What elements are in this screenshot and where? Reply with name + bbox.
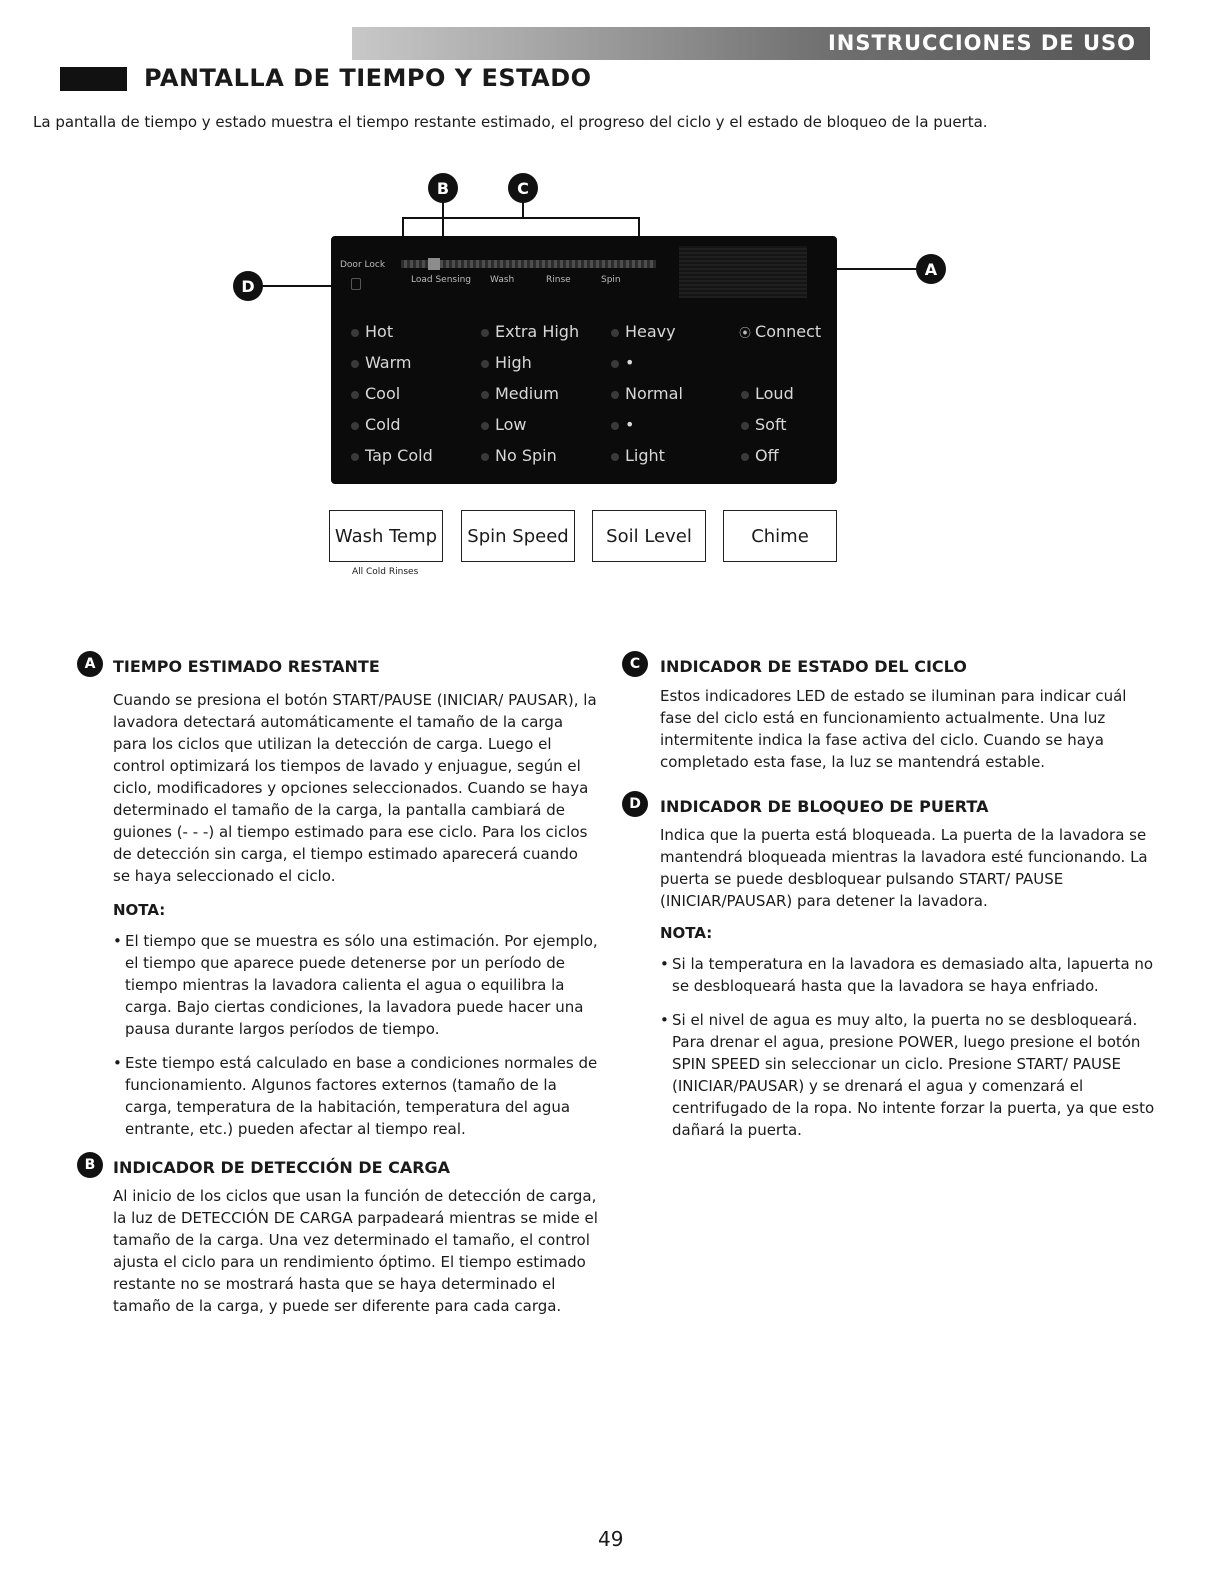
led-icon <box>481 360 489 368</box>
bracket-c-right <box>638 217 640 237</box>
led-icon <box>611 391 619 399</box>
section-d-note-label: NOTA: <box>660 924 713 942</box>
leader-c <box>522 202 524 218</box>
callout-b: B <box>428 173 458 203</box>
option-no-spin: No Spin <box>481 446 557 465</box>
list-item: • Si el nivel de agua es muy alto, la puerta no se desbloqueará. Para drenar el agua, presione POWER, luego presione el botón SPIN SPEED sin seleccionar un ciclo. Presione START/ PAUSE (INICIAR/PAUSAR) y se drenará el agua y comenzará el centrifugado de la ropa. No intente forzar la puerta, ya que esto dañará la puerta. <box>660 1009 1160 1141</box>
wash-temp-button[interactable]: Wash Temp <box>329 510 443 562</box>
leader-b <box>442 202 444 218</box>
bracket-c-left <box>402 217 404 237</box>
option-tap-cold: Tap Cold <box>351 446 433 465</box>
wash-temp-sublabel: All Cold Rinses <box>352 567 419 577</box>
stage-rinse: Rinse <box>546 275 571 285</box>
wifi-icon: ⦿ <box>739 326 752 340</box>
option-high: High <box>481 353 532 372</box>
page-title: PANTALLA DE TIEMPO Y ESTADO <box>144 64 592 92</box>
section-d-body: Indica que la puerta está bloqueada. La puerta de la lavadora se mantendrá bloqueada mientras la lavadora esté funcionando. La puerta se puede desbloquear pulsando START/ PAUSE (INICIAR/PAUSAR) para detener la lavadora. <box>660 826 1148 910</box>
list-item: • Si la temperatura en la lavadora es demasiado alta, lapuerta no se desbloqueará hasta que la lavadora se haya enfriado. <box>660 953 1160 997</box>
section-a-notes <box>113 930 598 1152</box>
leader-d <box>262 285 332 287</box>
option-hot: Hot <box>351 322 393 341</box>
time-display <box>679 246 807 298</box>
led-icon <box>741 422 749 430</box>
led-icon <box>351 329 359 337</box>
led-icon <box>351 360 359 368</box>
option-soft: Soft <box>741 415 787 434</box>
led-icon <box>351 391 359 399</box>
bracket-c <box>402 217 640 219</box>
leader-a <box>836 268 918 270</box>
section-header-bar <box>352 27 1150 60</box>
option-cold: Cold <box>351 415 401 434</box>
led-icon <box>481 391 489 399</box>
door-lock-icon <box>351 278 361 290</box>
stage-wash: Wash <box>490 275 515 285</box>
led-icon <box>611 329 619 337</box>
section-d-badge: D <box>622 791 648 817</box>
option-connect: ⦿ Connect <box>739 322 822 341</box>
led-icon <box>481 329 489 337</box>
callout-c: C <box>508 173 538 203</box>
callout-d: D <box>233 271 263 301</box>
led-icon <box>351 422 359 430</box>
section-b-title: INDICADOR DE DETECCIÓN DE CARGA <box>113 1158 451 1177</box>
led-icon <box>611 422 619 430</box>
stage-spin: Spin <box>601 275 621 285</box>
title-marker <box>60 67 127 91</box>
section-b-badge: B <box>77 1152 103 1178</box>
section-b-body: Al inicio de los ciclos que usan la función de detección de carga, la luz de DETECCIÓN DE CARGA parpadeará mientras se mide el tamaño de la carga. Una vez determinado el tamaño, el control ajusta el ciclo para un rendimiento óptimo. El tiempo estimado restante no se mostrará hasta que se haya determinado el tamaño de la carga, y puede ser diferente para cada carga. <box>113 1187 598 1315</box>
progress-active-segment <box>428 258 440 270</box>
stage-load-sensing: Load Sensing <box>411 275 472 285</box>
callout-a: A <box>916 254 946 284</box>
led-icon <box>351 453 359 461</box>
section-c-title: INDICADOR DE ESTADO DEL CICLO <box>660 657 967 676</box>
option-normal: Normal <box>611 384 683 403</box>
option-cool: Cool <box>351 384 400 403</box>
led-icon <box>741 391 749 399</box>
section-a-body: Cuando se presiona el botón START/PAUSE (INICIAR/ PAUSAR), la lavadora detectará automáticamente el tamaño de la carga para los ciclos que utilizan la detección de carga. Luego el control optimizará los tiempos de lavado y enjuague, según el ciclo, modificadores y opciones seleccionados. Cuando se haya determinado el tamaño de la carga, la pantalla cambiará de guiones (- - -) al tiempo estimado para ese ciclo. Para los ciclos de detección sin carga, el tiempo estimado aparecerá cuando se haya seleccionado el ciclo. <box>113 691 597 885</box>
led-icon <box>481 422 489 430</box>
section-a-title: TIEMPO ESTIMADO RESTANTE <box>113 657 380 676</box>
option-loud: Loud <box>741 384 794 403</box>
soil-level-button[interactable]: Soil Level <box>592 510 706 562</box>
section-a-badge: A <box>77 651 103 677</box>
led-icon <box>741 453 749 461</box>
option-low: Low <box>481 415 527 434</box>
option-heavy: Heavy <box>611 322 676 341</box>
led-icon <box>611 453 619 461</box>
option-extra-high: Extra High <box>481 322 579 341</box>
spin-speed-button[interactable]: Spin Speed <box>461 510 575 562</box>
list-item: • Este tiempo está calculado en base a condiciones normales de funcionamiento. Algunos factores externos (tamaño de la carga, temperatura de la habitación, temperatura del agua entrante, etc.) pueden afectar al tiempo real. <box>113 1052 598 1140</box>
section-a-note-label: NOTA: <box>113 901 166 919</box>
led-icon <box>481 453 489 461</box>
option-soil-step-1: • <box>611 353 634 372</box>
section-d-title: INDICADOR DE BLOQUEO DE PUERTA <box>660 797 989 816</box>
chime-button[interactable]: Chime <box>723 510 837 562</box>
section-c-badge: C <box>622 651 648 677</box>
option-medium: Medium <box>481 384 559 403</box>
control-panel <box>331 236 837 484</box>
section-header-text: INSTRUCCIONES DE USO <box>827 31 1136 55</box>
door-lock-label: Door Lock <box>340 260 386 270</box>
option-warm: Warm <box>351 353 411 372</box>
page-number: 49 <box>598 1527 624 1551</box>
option-off: Off <box>741 446 779 465</box>
option-soil-step-2: • <box>611 415 634 434</box>
intro-text: La pantalla de tiempo y estado muestra el tiempo restante estimado, el progreso del ciclo y el estado de bloqueo de la puerta. <box>33 113 988 131</box>
section-d-notes <box>660 953 1160 1153</box>
section-c-body: Estos indicadores LED de estado se iluminan para indicar cuál fase del ciclo está en funcionamiento actualmente. Una luz intermitente indica la fase activa del ciclo. Cuando se haya completado esta fase, la luz se mantendrá estable. <box>660 687 1127 771</box>
led-icon <box>611 360 619 368</box>
option-light: Light <box>611 446 665 465</box>
list-item: • El tiempo que se muestra es sólo una estimación. Por ejemplo, el tiempo que aparece puede detenerse por un período de tiempo mientras la lavadora calienta el agua o equilibra la carga. Bajo ciertas condiciones, la lavadora puede hacer una pausa durante largos períodos de tiempo. <box>113 930 598 1040</box>
